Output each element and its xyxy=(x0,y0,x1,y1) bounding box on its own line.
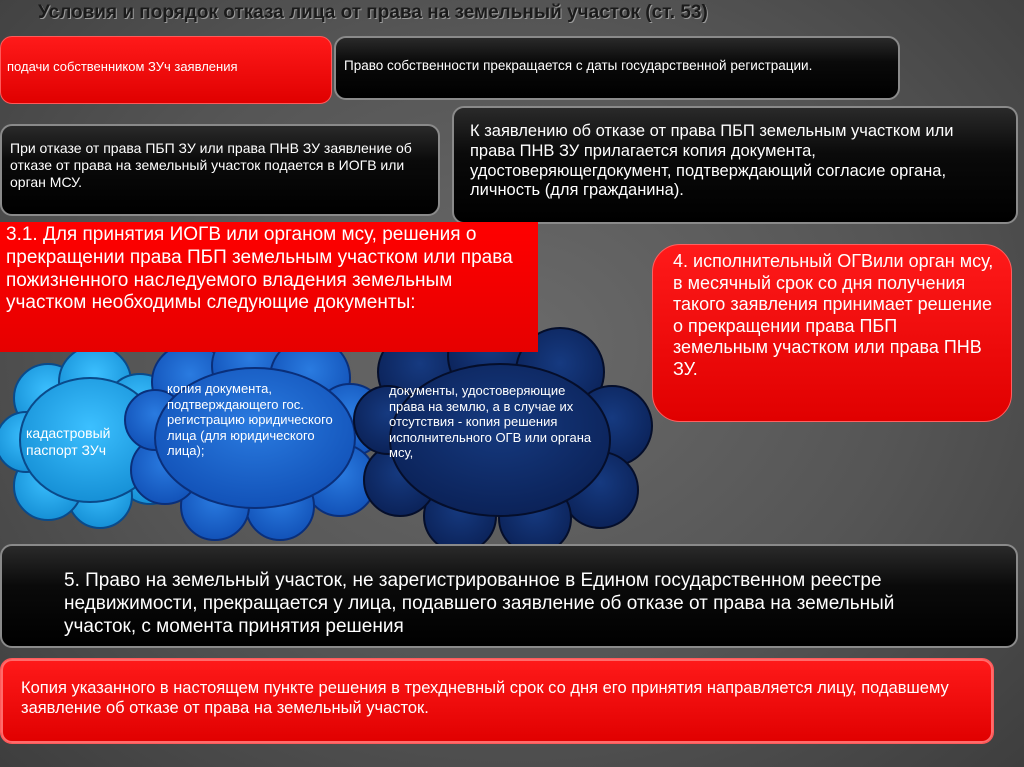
unregistered-right-box: 5. Право на земельный участок, не зарегистрированное в Едином государственном реестре недвижимости, прекращается у лица, подавшего заявление об отказе от права на земельный участок, с момента принятия решения xyxy=(0,544,1018,648)
attachment-box: К заявлению об отказе от права ПБП земельным участком или права ПНВ ЗУ прилагается копия документа, удостоверяющегдокумент, подтверждающий согласие органа, личность (для гражданина). xyxy=(452,106,1018,224)
decision-copy-box: Копия указанного в настоящем пункте решения в трехдневный срок со дня его принятия направляется лицу, подавшему заявление об отказе от права на земельный участок. xyxy=(0,658,994,744)
land-rights-documents-text: документы, удостоверяющие права на землю, а в случае их отсутствия - копия решения исполнительного ОГВ или органа мсу, xyxy=(389,383,592,461)
ownership-ends-box: Право собственности прекращается с даты государственной регистрации. xyxy=(334,36,900,100)
page-title: Условия и порядок отказа лица от права на земельный участок (ст. 53) xyxy=(38,2,708,23)
required-documents-box: 3.1. Для принятия ИОГВ или органом мсу, решения о прекращении права ПБП земельным участком или права пожизненного наследуемого владения земельным участком необходимы следующие документы: xyxy=(0,222,538,352)
executive-decision-box: 4. исполнительный ОГВили орган мсу, в месячный срок со дня получения такого заявления принимает решение о прекращении права ПБП земельным участком или права ПНВ ЗУ. xyxy=(652,244,1012,422)
cadastral-passport-text: кадастровый паспорт ЗУч xyxy=(26,425,111,458)
owner-application-box: подачи собственником ЗУч заявления xyxy=(0,36,332,104)
registration-copy-text: копия документа, подтверждающего гос. регистрацию юридического лица (для юридического лица); xyxy=(167,381,333,459)
refusal-submission-box: При отказе от права ПБП ЗУ или права ПНВ ЗУ заявление об отказе от права на земельный участок подается в ИОГВ или орган МСУ. xyxy=(0,124,440,216)
